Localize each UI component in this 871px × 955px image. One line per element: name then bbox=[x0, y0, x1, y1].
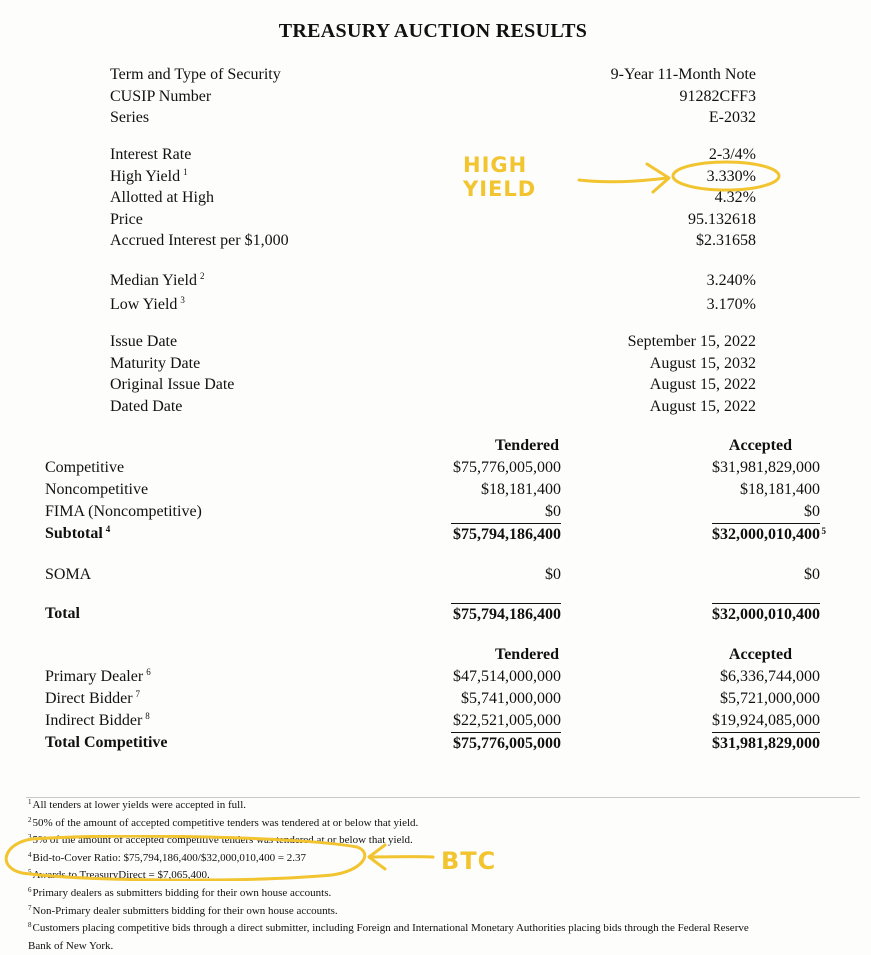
row-label: Primary Dealer $^6$ bbox=[45, 667, 151, 685]
tendered-value: $0 bbox=[545, 566, 561, 583]
row-label: FIMA (Noncompetitive) bbox=[45, 503, 202, 520]
date-row bbox=[110, 396, 756, 418]
dates-block bbox=[110, 331, 756, 417]
tendered-header: Tendered bbox=[494, 646, 559, 663]
high-yield-annotation: HIGH YIELD bbox=[463, 153, 537, 201]
accepted-value: $31,981,829,000 bbox=[712, 459, 820, 476]
footnote-ref: 6 bbox=[146, 667, 151, 677]
high-yield-value: 3.330% bbox=[706, 167, 756, 185]
row-label: Noncompetitive bbox=[45, 481, 149, 498]
date-label: Dated Date bbox=[110, 397, 183, 415]
accepted-header: Accepted bbox=[728, 437, 792, 454]
date-label: Original Issue Date bbox=[110, 376, 235, 393]
rate-label: Accrued Interest per $1,000 bbox=[110, 232, 289, 249]
rate-value: $2.31658 bbox=[696, 232, 756, 249]
security-row bbox=[110, 64, 756, 86]
tendered-header: Tendered bbox=[494, 437, 559, 454]
bidder-table bbox=[45, 644, 820, 755]
date-label: Issue Date bbox=[110, 333, 178, 350]
rate-value: 4.32% bbox=[714, 189, 756, 206]
rate-row bbox=[110, 230, 756, 252]
row-label: Competitive bbox=[45, 459, 125, 476]
date-row bbox=[110, 353, 756, 375]
accepted-header: Accepted bbox=[728, 646, 792, 663]
accepted-value: $32,000,010,400 bbox=[712, 603, 820, 626]
tendered-value: $75,776,005,000 bbox=[451, 732, 561, 755]
accepted-value: $6,336,744,000 bbox=[720, 668, 820, 685]
footnote: $^8$Customers placing competitive bids through a direct submitter, including Foreign and International Monetary Authorities placing bids through the Federal Reserve bbox=[28, 921, 749, 935]
yield-row bbox=[110, 270, 756, 294]
table-row bbox=[45, 666, 820, 688]
footnote: $^6$Primary dealers as submitters bidding for their own house accounts. bbox=[28, 885, 332, 899]
tendered-value: $22,521,005,000 bbox=[453, 712, 561, 729]
security-label: Term and Type of Security bbox=[110, 66, 281, 83]
rate-value: 2-3/4% bbox=[708, 146, 756, 163]
date-label: Maturity Date bbox=[110, 354, 201, 372]
security-row bbox=[110, 107, 756, 129]
table-row bbox=[45, 457, 820, 479]
tender-table bbox=[45, 435, 826, 626]
footnote: $^1$All tenders at lower yields were accepted in full. bbox=[28, 798, 247, 811]
table-row bbox=[45, 479, 820, 501]
row-label: Total bbox=[45, 605, 80, 622]
page-title: TREASURY AUCTION RESULTS bbox=[278, 20, 588, 42]
table-row bbox=[45, 564, 820, 586]
table-header bbox=[45, 435, 820, 457]
row-label: Total Competitive bbox=[45, 734, 168, 751]
footnote: Bank of New York. bbox=[28, 939, 114, 952]
footnote-ref: 3 bbox=[180, 295, 185, 305]
tendered-value: $47,514,000,000 bbox=[453, 668, 561, 685]
row-label: Direct Bidder $^7$ bbox=[45, 689, 141, 707]
yield-value: 3.240% bbox=[706, 272, 756, 289]
security-value: 9-Year 11-Month Note bbox=[610, 66, 756, 83]
accepted-value: $19,924,085,000 bbox=[712, 712, 820, 729]
yield-label: Low Yield $^3$ bbox=[110, 295, 185, 313]
date-value: August 15, 2022 bbox=[649, 397, 756, 415]
rate-label bbox=[110, 166, 188, 188]
date-row bbox=[110, 374, 756, 396]
arrow-left-icon bbox=[365, 842, 437, 872]
high-yield-label: High Yield bbox=[110, 167, 181, 185]
accepted-value: $0 bbox=[804, 566, 820, 583]
date-value: August 15, 2032 bbox=[649, 354, 756, 372]
date-value: September 15, 2022 bbox=[627, 333, 756, 350]
accepted-value: $32,000,010,400 5 bbox=[712, 523, 820, 546]
date-row bbox=[110, 331, 756, 353]
tendered-value: $75,794,186,400 bbox=[451, 603, 561, 626]
high-yield-circle bbox=[668, 158, 784, 194]
security-row bbox=[110, 86, 756, 108]
subtotal-row bbox=[45, 523, 826, 546]
rate-label: Interest Rate bbox=[110, 146, 192, 163]
tendered-value: $5,741,000,000 bbox=[461, 690, 561, 707]
tendered-value: $75,794,186,400 bbox=[451, 523, 561, 546]
table-row bbox=[45, 688, 820, 710]
footnote: $^5$Awards to TreasuryDirect = $7,065,400. bbox=[28, 868, 210, 882]
accepted-value: $31,981,829,000 bbox=[712, 732, 820, 755]
footnote: $^7$Non-Primary dealer submitters bidding for their own house accounts. bbox=[28, 903, 338, 917]
total-competitive-row bbox=[45, 732, 820, 755]
footnote-bid-to-cover: $^4$Bid-to-Cover Ratio: $75,794,186,400/$32,000,010,400 = 2.37 bbox=[28, 850, 307, 864]
footnote-ref: 5 bbox=[821, 526, 826, 536]
security-label: Series bbox=[110, 109, 150, 126]
tendered-value: $0 bbox=[545, 503, 561, 520]
table-row bbox=[45, 501, 820, 523]
table-header bbox=[45, 644, 820, 666]
footnote-ref: 1 bbox=[183, 166, 188, 177]
footnote-ref: 8 bbox=[145, 711, 150, 721]
bid-to-cover-circle bbox=[2, 835, 372, 881]
date-value: August 15, 2022 bbox=[649, 376, 756, 393]
yield-value: 3.170% bbox=[706, 296, 756, 313]
table-row bbox=[45, 710, 820, 732]
yield-label: Median Yield $^2$ bbox=[110, 271, 205, 289]
footnote-ref: 4 bbox=[105, 524, 111, 534]
yield-row bbox=[110, 294, 756, 318]
tendered-value: $18,181,400 bbox=[481, 481, 561, 498]
total-row bbox=[45, 603, 820, 626]
btc-annotation: BTC bbox=[441, 847, 497, 875]
rate-row bbox=[110, 209, 756, 231]
security-value: E-2032 bbox=[708, 109, 756, 126]
yields-block bbox=[110, 270, 756, 318]
security-block bbox=[110, 64, 756, 129]
row-label: Subtotal $^4$ bbox=[45, 524, 111, 542]
footnote-ref: 7 bbox=[135, 689, 141, 699]
row-label: SOMA bbox=[45, 566, 92, 583]
footnote: $^3$5% of the amount of accepted competitive tenders was tendered at or below that yield. bbox=[28, 833, 413, 847]
rate-value: 95.132618 bbox=[688, 210, 756, 228]
accepted-value: $5,721,000,000 bbox=[720, 690, 820, 707]
rate-label: Price bbox=[110, 210, 143, 228]
footnote: $^2$50% of the amount of accepted competitive tenders was tendered at or below that yield. bbox=[28, 815, 419, 829]
footnote-ref: 2 bbox=[199, 271, 205, 281]
security-value: 91282CFF3 bbox=[679, 87, 756, 105]
security-label: CUSIP Number bbox=[110, 87, 212, 105]
rate-label: Allotted at High bbox=[110, 189, 214, 206]
accepted-value: $0 bbox=[804, 503, 820, 520]
row-label: Indirect Bidder $^8$ bbox=[45, 711, 150, 729]
tendered-value: $75,776,005,000 bbox=[453, 459, 561, 476]
accepted-value: $18,181,400 bbox=[740, 481, 820, 498]
